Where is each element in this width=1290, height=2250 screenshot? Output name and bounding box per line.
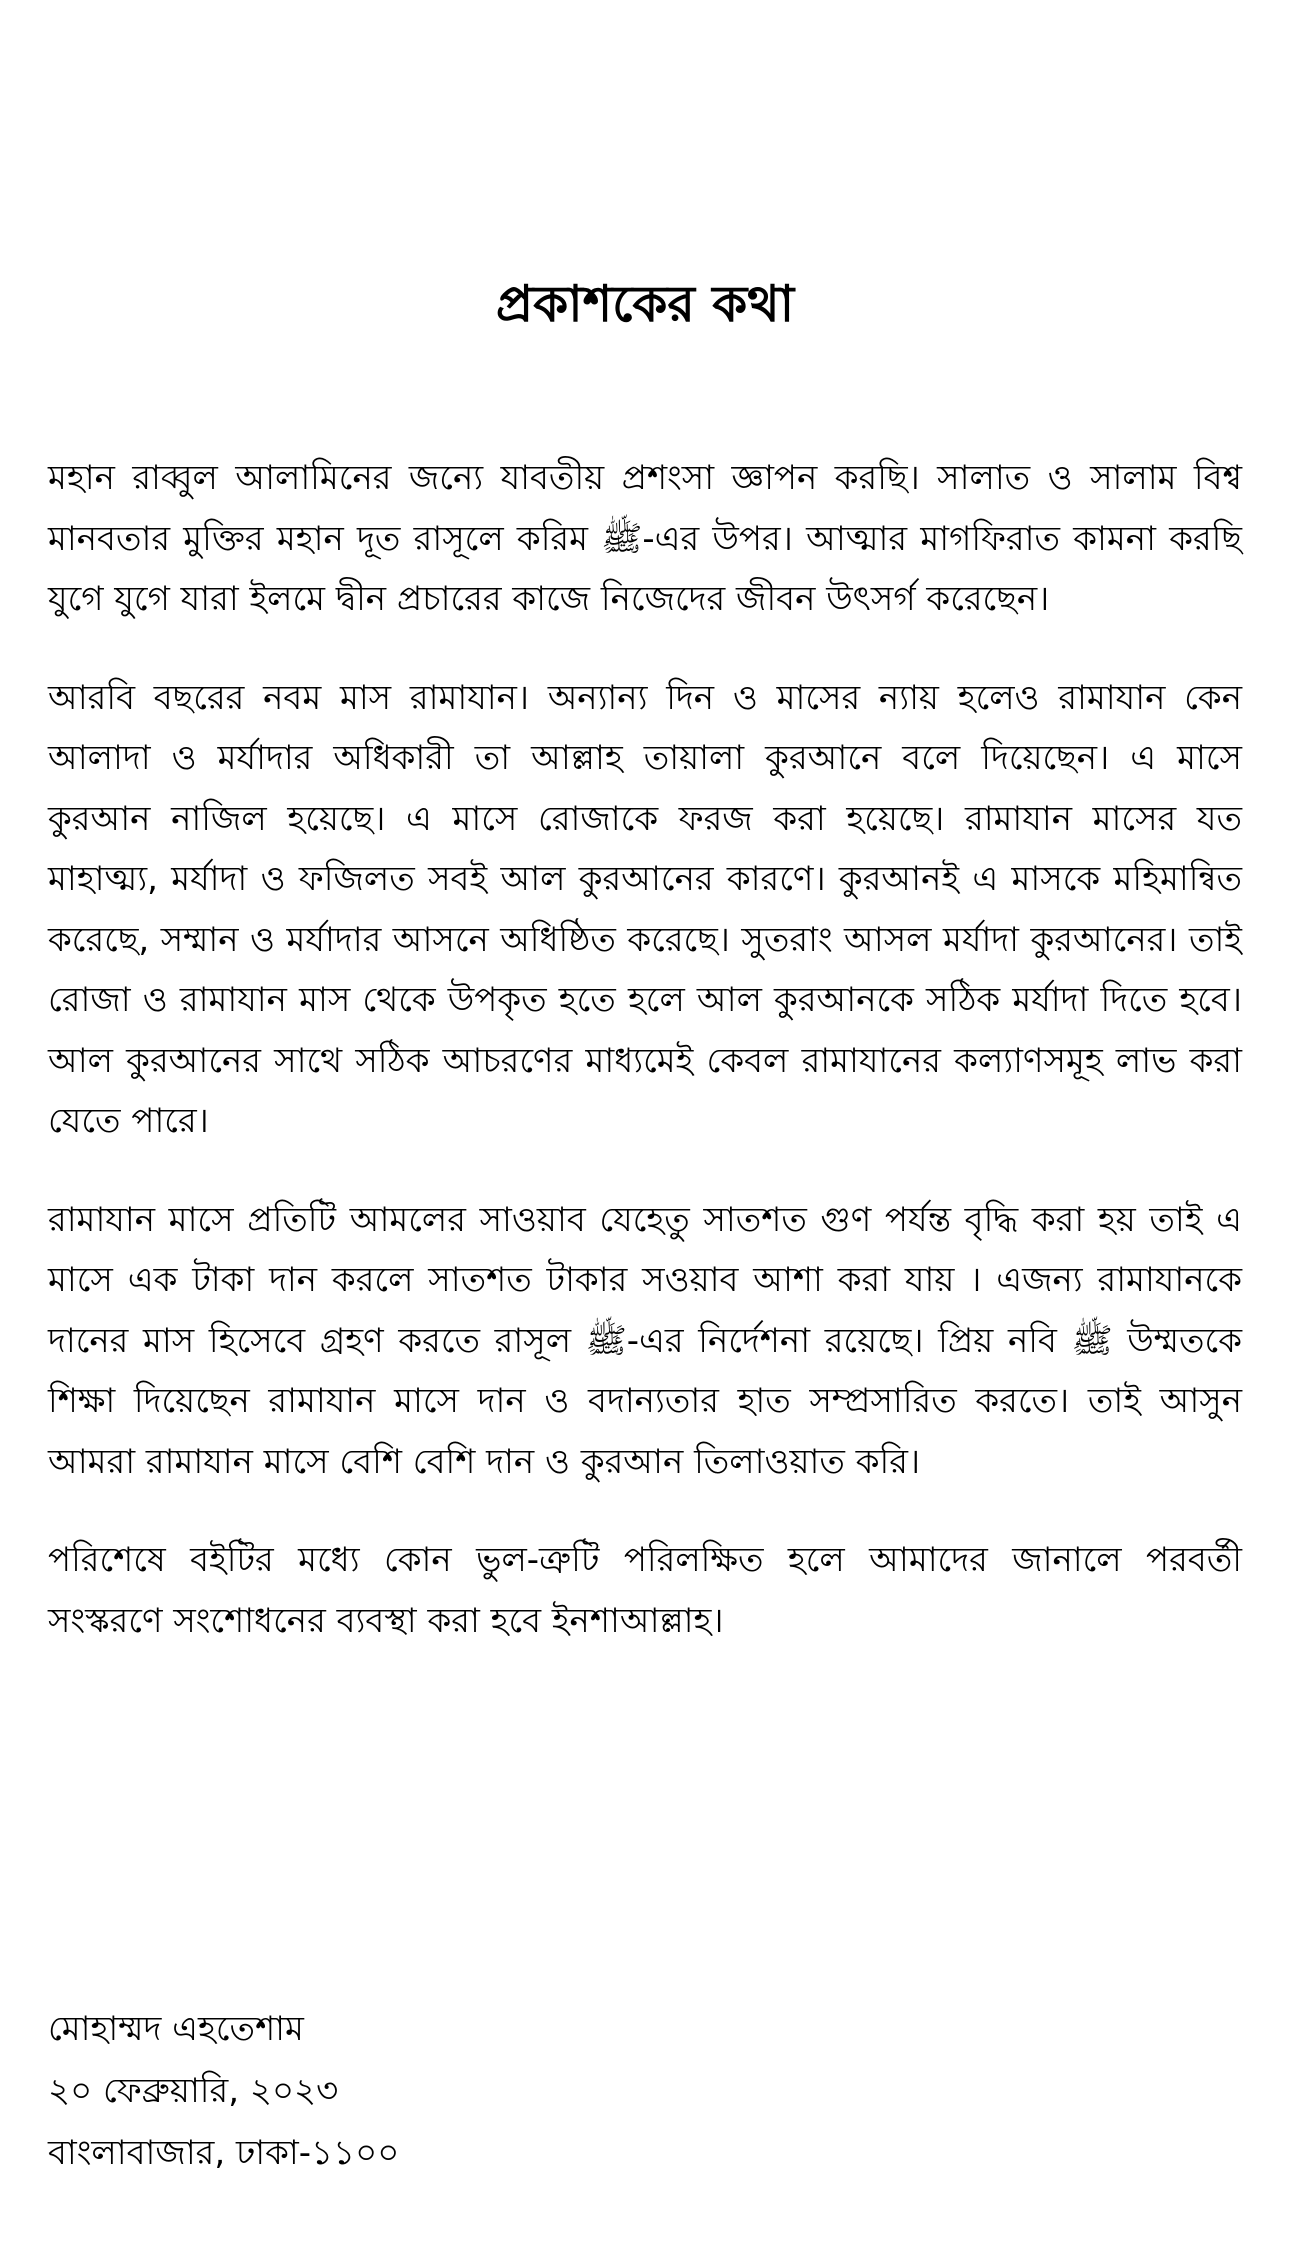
signature-name: মোহাম্মদ এহতেশাম [48,2009,304,2049]
signature-block [48,1998,748,2184]
paragraph-4: পরিশেষে বইটির মধ্যে কোন ভুল-ত্রুটি পরিলক্ষিত হলে আমাদের জানালে পরবর্তী সংস্করণে সংশোধনের ব্যবস্থা করা হবে ইনশাআল্লাহ। [48,1540,1242,1641]
paragraph-1: মহান রাব্বুল আলামিনের জন্যে যাবতীয় প্রশংসা জ্ঞাপন করছি। সালাত ও সালাম বিশ্ব মানবতার মুক্তির মহান দূত রাসূলে করিম ﷺ-এর উপর। আত্মার মাগফিরাত কামনা করছি যুগে যুগে যারা ইলমে দ্বীন প্রচারের কাজে নিজেদের জীবন উৎসর্গ করেছেন। [48,458,1243,619]
page-title: প্রকাশকের কথা [495,275,795,333]
paragraph-3: রামাযান মাসে প্রতিটি আমলের সাওয়াব যেহেতু সাতশত গুণ পর্যন্ত বৃদ্ধি করা হয় তাই এ মাসে এক টাকা দান করলে সাতশত টাকার সওয়াব আশা করা যায় । এজন্য রামাযানকে দানের মাস হিসেবে গ্রহণ করতে রাসূল ﷺ-এর নির্দেশনা রয়েছে। প্রিয় নবি ﷺ উম্মতকে শিক্ষা দিয়েছেন রামাযান মাসে দান ও বদান্যতার হাত সম্প্রসারিত করতে। তাই আসুন আমরা রামাযান মাসে বেশি বেশি দান ও কুরআন তিলাওয়াত করি। [48,1199,1242,1482]
paragraph-2: আরবি বছরের নবম মাস রামাযান। অন্যান্য দিন ও মাসের ন্যায় হলেও রামাযান কেন আলাদা ও মর্যাদার অধিকারী তা আল্লাহ তায়ালা কুরআনে বলে দিয়েছেন। এ মাসে কুরআন নাজিল হয়েছে। এ মাসে রোজাকে ফরজ করা হয়েছে। রামাযান মাসের যত মাহাত্ম্য, মর্যাদা ও ফজিলত সবই আল কুরআনের কারণে। কুরআনই এ মাসকে মহিমান্বিত করেছে, সম্মান ও মর্যাদার আসনে অধিষ্ঠিত করেছে। সুতরাং আসল মর্যাদা কুরআনের। তাই রোজা ও রামাযান মাস থেকে উপকৃত হতে হলে আল কুরআনকে সঠিক মর্যাদা দিতে হবে। আল কুরআনের সাথে সঠিক আচরণের মাধ্যমেই কেবল রামাযানের কল্যাণসমূহ লাভ করা যেতে পারে। [48,677,1242,1141]
signature-place: বাংলাবাজার, ঢাকা-১১০০ [48,2133,400,2173]
body-text [48,448,1242,1689]
signature-date: ২০ ফেব্রুয়ারি, ২০২৩ [48,2071,339,2111]
